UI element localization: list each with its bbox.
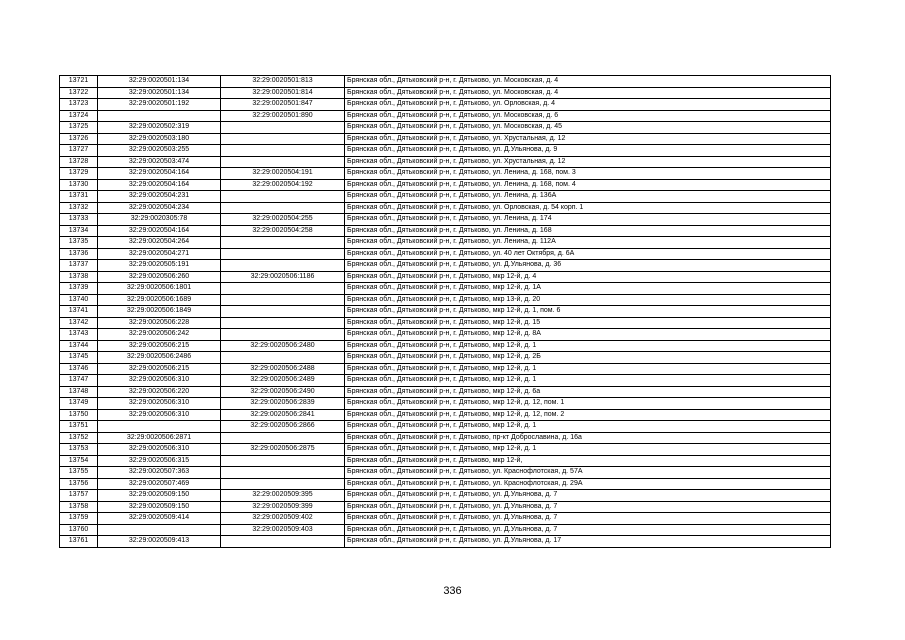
parent-cadastral-number-cell: 32:29:0020506:2486 xyxy=(98,352,221,364)
row-number-cell: 13731 xyxy=(60,191,98,203)
row-number-cell: 13723 xyxy=(60,99,98,111)
parent-cadastral-number-cell: 32:29:0020509:150 xyxy=(98,490,221,502)
table-row xyxy=(60,409,831,421)
address-cell: Брянская обл., Дятьковский р-н, г. Дятьково, ул. Ленина, д. 168, пом. 4 xyxy=(345,179,831,191)
table-row xyxy=(60,76,831,88)
table-row xyxy=(60,398,831,410)
cadastral-number-cell: 32:29:0020504:192 xyxy=(221,179,345,191)
table-row xyxy=(60,455,831,467)
cadastral-number-cell xyxy=(221,260,345,272)
address-cell: Брянская обл., Дятьковский р-н, г. Дятьково, мкр 12-й, д. 1 xyxy=(345,421,831,433)
parent-cadastral-number-cell xyxy=(98,421,221,433)
cadastral-number-cell xyxy=(221,133,345,145)
address-cell: Брянская обл., Дятьковский р-н, г. Дятьково, ул. Ленина, д. 136А xyxy=(345,191,831,203)
parent-cadastral-number-cell: 32:29:0020506:220 xyxy=(98,386,221,398)
parent-cadastral-number-cell: 32:29:0020506:242 xyxy=(98,329,221,341)
row-number-cell: 13734 xyxy=(60,225,98,237)
cadastral-number-cell: 32:29:0020506:2875 xyxy=(221,444,345,456)
cadastral-number-cell: 32:29:0020501:847 xyxy=(221,99,345,111)
address-cell: Брянская обл., Дятьковский р-н, г. Дятьково, мкр 12-й, д. 1 xyxy=(345,444,831,456)
table-row xyxy=(60,237,831,249)
parent-cadastral-number-cell: 32:29:0020503:474 xyxy=(98,156,221,168)
parent-cadastral-number-cell: 32:29:0020501:192 xyxy=(98,99,221,111)
cadastral-number-cell: 32:29:0020506:2866 xyxy=(221,421,345,433)
parent-cadastral-number-cell: 32:29:0020509:150 xyxy=(98,501,221,513)
row-number-cell: 13727 xyxy=(60,145,98,157)
table-row xyxy=(60,306,831,318)
address-cell: Брянская обл., Дятьковский р-н, г. Дятьково, ул. Д.Ульянова, д. 7 xyxy=(345,501,831,513)
row-number-cell: 13754 xyxy=(60,455,98,467)
cadastral-number-cell xyxy=(221,317,345,329)
table-row xyxy=(60,168,831,180)
parent-cadastral-number-cell: 32:29:0020507:363 xyxy=(98,467,221,479)
table-row xyxy=(60,536,831,548)
row-number-cell: 13733 xyxy=(60,214,98,226)
row-number-cell: 13745 xyxy=(60,352,98,364)
address-cell: Брянская обл., Дятьковский р-н, г. Дятьково, мкр 12-й, д. 6а xyxy=(345,386,831,398)
row-number-cell: 13761 xyxy=(60,536,98,548)
cadastral-number-cell xyxy=(221,294,345,306)
table-row xyxy=(60,490,831,502)
table-row xyxy=(60,260,831,272)
row-number-cell: 13725 xyxy=(60,122,98,134)
table-row xyxy=(60,87,831,99)
table-row xyxy=(60,214,831,226)
table-row xyxy=(60,467,831,479)
address-cell: Брянская обл., Дятьковский р-н, г. Дятьково, мкр 12-й, д. 12, пом. 2 xyxy=(345,409,831,421)
address-cell: Брянская обл., Дятьковский р-н, г. Дятьково, ул. Хрустальная, д. 12 xyxy=(345,156,831,168)
table-row xyxy=(60,432,831,444)
parent-cadastral-number-cell: 32:29:0020506:215 xyxy=(98,340,221,352)
cadastral-number-cell xyxy=(221,145,345,157)
cadastral-number-cell: 32:29:0020506:2489 xyxy=(221,375,345,387)
parent-cadastral-number-cell: 32:29:0020509:413 xyxy=(98,536,221,548)
cadastral-number-cell: 32:29:0020504:191 xyxy=(221,168,345,180)
table-row xyxy=(60,202,831,214)
address-cell: Брянская обл., Дятьковский р-н, г. Дятьково, ул. Ленина, д. 168 xyxy=(345,225,831,237)
row-number-cell: 13755 xyxy=(60,467,98,479)
row-number-cell: 13746 xyxy=(60,363,98,375)
cadastral-number-cell: 32:29:0020501:814 xyxy=(221,87,345,99)
parent-cadastral-number-cell: 32:29:0020506:260 xyxy=(98,271,221,283)
address-cell: Брянская обл., Дятьковский р-н, г. Дятьково, ул. Ленина, д. 174 xyxy=(345,214,831,226)
address-cell: Брянская обл., Дятьковский р-н, г. Дятьково, мкр 12-й, д. 1 xyxy=(345,375,831,387)
table-row xyxy=(60,156,831,168)
address-cell: Брянская обл., Дятьковский р-н, г. Дятьково, ул. Ленина, д. 168, пом. 3 xyxy=(345,168,831,180)
cadastral-number-cell xyxy=(221,283,345,295)
address-cell: Брянская обл., Дятьковский р-н, г. Дятьково, мкр 12-й, д. 1 xyxy=(345,363,831,375)
parent-cadastral-number-cell: 32:29:0020503:180 xyxy=(98,133,221,145)
cadastral-number-cell: 32:29:0020504:255 xyxy=(221,214,345,226)
cadastral-number-cell xyxy=(221,352,345,364)
table-row xyxy=(60,329,831,341)
row-number-cell: 13744 xyxy=(60,340,98,352)
table-row xyxy=(60,283,831,295)
row-number-cell: 13724 xyxy=(60,110,98,122)
address-cell: Брянская обл., Дятьковский р-н, г. Дятьково, ул. Ленина, д. 112А xyxy=(345,237,831,249)
table-row xyxy=(60,110,831,122)
table-row xyxy=(60,145,831,157)
parent-cadastral-number-cell xyxy=(98,110,221,122)
address-cell: Брянская обл., Дятьковский р-н, г. Дятьково, мкр 12-й, д. 4 xyxy=(345,271,831,283)
parent-cadastral-number-cell: 32:29:0020504:264 xyxy=(98,237,221,249)
property-registry-table xyxy=(59,75,831,548)
row-number-cell: 13729 xyxy=(60,168,98,180)
address-cell: Брянская обл., Дятьковский р-н, г. Дятьково, ул. 40 лет Октября, д. 6А xyxy=(345,248,831,260)
parent-cadastral-number-cell: 32:29:0020506:310 xyxy=(98,409,221,421)
table-row xyxy=(60,294,831,306)
cadastral-number-cell xyxy=(221,536,345,548)
row-number-cell: 13749 xyxy=(60,398,98,410)
table-row xyxy=(60,248,831,260)
cadastral-number-cell: 32:29:0020506:2841 xyxy=(221,409,345,421)
row-number-cell: 13758 xyxy=(60,501,98,513)
cadastral-number-cell: 32:29:0020509:395 xyxy=(221,490,345,502)
address-cell: Брянская обл., Дятьковский р-н, г. Дятьково, ул. Д.Ульянова, д. 7 xyxy=(345,490,831,502)
address-cell: Брянская обл., Дятьковский р-н, г. Дятьково, мкр 12-й, д. 2Б xyxy=(345,352,831,364)
row-number-cell: 13736 xyxy=(60,248,98,260)
address-cell: Брянская обл., Дятьковский р-н, г. Дятьково, мкр 13-й, д. 20 xyxy=(345,294,831,306)
parent-cadastral-number-cell xyxy=(98,524,221,536)
row-number-cell: 13751 xyxy=(60,421,98,433)
table-row xyxy=(60,271,831,283)
cadastral-number-cell: 32:29:0020504:258 xyxy=(221,225,345,237)
row-number-cell: 13750 xyxy=(60,409,98,421)
row-number-cell: 13730 xyxy=(60,179,98,191)
row-number-cell: 13739 xyxy=(60,283,98,295)
table-row xyxy=(60,501,831,513)
parent-cadastral-number-cell: 32:29:0020506:310 xyxy=(98,375,221,387)
parent-cadastral-number-cell: 32:29:0020504:271 xyxy=(98,248,221,260)
table-row xyxy=(60,99,831,111)
address-cell: Брянская обл., Дятьковский р-н, г. Дятьково, мкр 12-й, д. 1, пом. 6 xyxy=(345,306,831,318)
row-number-cell: 13759 xyxy=(60,513,98,525)
address-cell: Брянская обл., Дятьковский р-н, г. Дятьково, мкр 12-й, xyxy=(345,455,831,467)
address-cell: Брянская обл., Дятьковский р-н, г. Дятьково, мкр 12-й, д. 1А xyxy=(345,283,831,295)
address-cell: Брянская обл., Дятьковский р-н, г. Дятьково, ул. Д.Ульянова, д. 7 xyxy=(345,513,831,525)
parent-cadastral-number-cell: 32:29:0020506:228 xyxy=(98,317,221,329)
table-row xyxy=(60,191,831,203)
cadastral-number-cell: 32:29:0020506:2839 xyxy=(221,398,345,410)
parent-cadastral-number-cell: 32:29:0020305:78 xyxy=(98,214,221,226)
cadastral-number-cell xyxy=(221,306,345,318)
parent-cadastral-number-cell: 32:29:0020504:164 xyxy=(98,168,221,180)
cadastral-number-cell: 32:29:0020501:813 xyxy=(221,76,345,88)
parent-cadastral-number-cell: 32:29:0020505:191 xyxy=(98,260,221,272)
table-row xyxy=(60,363,831,375)
cadastral-number-cell xyxy=(221,202,345,214)
row-number-cell: 13726 xyxy=(60,133,98,145)
row-number-cell: 13740 xyxy=(60,294,98,306)
cadastral-number-cell: 32:29:0020501:890 xyxy=(221,110,345,122)
address-cell: Брянская обл., Дятьковский р-н, г. Дятьково, мкр 12-й, д. 1 xyxy=(345,340,831,352)
table-row xyxy=(60,122,831,134)
row-number-cell: 13741 xyxy=(60,306,98,318)
cadastral-number-cell xyxy=(221,191,345,203)
parent-cadastral-number-cell: 32:29:0020504:234 xyxy=(98,202,221,214)
address-cell: Брянская обл., Дятьковский р-н, г. Дятьково, ул. Московская, д. 4 xyxy=(345,76,831,88)
row-number-cell: 13747 xyxy=(60,375,98,387)
address-cell: Брянская обл., Дятьковский р-н, г. Дятьково, мкр 12-й, д. 8А xyxy=(345,329,831,341)
row-number-cell: 13760 xyxy=(60,524,98,536)
address-cell: Брянская обл., Дятьковский р-н, г. Дятьково, ул. Московская, д. 6 xyxy=(345,110,831,122)
cadastral-number-cell xyxy=(221,156,345,168)
cadastral-number-cell xyxy=(221,455,345,467)
row-number-cell: 13737 xyxy=(60,260,98,272)
table-row xyxy=(60,375,831,387)
registry-table-body xyxy=(60,76,831,548)
address-cell: Брянская обл., Дятьковский р-н, г. Дятьково, ул. Д.Ульянова, д. 9 xyxy=(345,145,831,157)
address-cell: Брянская обл., Дятьковский р-н, г. Дятьково, ул. Орловская, д. 54 корп. 1 xyxy=(345,202,831,214)
table-row xyxy=(60,179,831,191)
table-row xyxy=(60,133,831,145)
parent-cadastral-number-cell: 32:29:0020506:1689 xyxy=(98,294,221,306)
cadastral-number-cell xyxy=(221,432,345,444)
address-cell: Брянская обл., Дятьковский р-н, г. Дятьково, ул. Московская, д. 45 xyxy=(345,122,831,134)
parent-cadastral-number-cell: 32:29:0020506:1849 xyxy=(98,306,221,318)
cadastral-number-cell: 32:29:0020509:399 xyxy=(221,501,345,513)
parent-cadastral-number-cell: 32:29:0020506:2871 xyxy=(98,432,221,444)
cadastral-number-cell xyxy=(221,329,345,341)
address-cell: Брянская обл., Дятьковский р-н, г. Дятьково, ул. Д.Ульянова, д. 7 xyxy=(345,524,831,536)
address-cell: Брянская обл., Дятьковский р-н, г. Дятьково, ул. Д.Ульянова, д. 17 xyxy=(345,536,831,548)
address-cell: Брянская обл., Дятьковский р-н, г. Дятьково, ул. Орловская, д. 4 xyxy=(345,99,831,111)
parent-cadastral-number-cell: 32:29:0020504:164 xyxy=(98,179,221,191)
parent-cadastral-number-cell: 32:29:0020504:164 xyxy=(98,225,221,237)
parent-cadastral-number-cell: 32:29:0020501:134 xyxy=(98,76,221,88)
parent-cadastral-number-cell: 32:29:0020506:310 xyxy=(98,444,221,456)
row-number-cell: 13748 xyxy=(60,386,98,398)
cadastral-number-cell xyxy=(221,122,345,134)
row-number-cell: 13753 xyxy=(60,444,98,456)
row-number-cell: 13732 xyxy=(60,202,98,214)
row-number-cell: 13743 xyxy=(60,329,98,341)
row-number-cell: 13721 xyxy=(60,76,98,88)
parent-cadastral-number-cell: 32:29:0020507:469 xyxy=(98,478,221,490)
row-number-cell: 13728 xyxy=(60,156,98,168)
row-number-cell: 13722 xyxy=(60,87,98,99)
cadastral-number-cell xyxy=(221,467,345,479)
cadastral-number-cell: 32:29:0020506:2490 xyxy=(221,386,345,398)
row-number-cell: 13742 xyxy=(60,317,98,329)
address-cell: Брянская обл., Дятьковский р-н, г. Дятьково, ул. Краснофлотская, д. 57А xyxy=(345,467,831,479)
table-row xyxy=(60,478,831,490)
parent-cadastral-number-cell: 32:29:0020506:215 xyxy=(98,363,221,375)
address-cell: Брянская обл., Дятьковский р-н, г. Дятьково, ул. Московская, д. 4 xyxy=(345,87,831,99)
table-row xyxy=(60,317,831,329)
cadastral-number-cell xyxy=(221,248,345,260)
table-row xyxy=(60,340,831,352)
cadastral-number-cell: 32:29:0020509:402 xyxy=(221,513,345,525)
address-cell: Брянская обл., Дятьковский р-н, г. Дятьково, ул. Д.Ульянова, д. 36 xyxy=(345,260,831,272)
row-number-cell: 13738 xyxy=(60,271,98,283)
parent-cadastral-number-cell: 32:29:0020503:255 xyxy=(98,145,221,157)
address-cell: Брянская обл., Дятьковский р-н, г. Дятьково, мкр 12-й, д. 12, пом. 1 xyxy=(345,398,831,410)
cadastral-number-cell xyxy=(221,237,345,249)
parent-cadastral-number-cell: 32:29:0020501:134 xyxy=(98,87,221,99)
cadastral-number-cell: 32:29:0020506:1186 xyxy=(221,271,345,283)
table-row xyxy=(60,386,831,398)
address-cell: Брянская обл., Дятьковский р-н, г. Дятьково, пр-кт Доброславина, д. 16а xyxy=(345,432,831,444)
row-number-cell: 13752 xyxy=(60,432,98,444)
table-row xyxy=(60,513,831,525)
address-cell: Брянская обл., Дятьковский р-н, г. Дятьково, ул. Краснофлотская, д. 29А xyxy=(345,478,831,490)
parent-cadastral-number-cell: 32:29:0020504:231 xyxy=(98,191,221,203)
parent-cadastral-number-cell: 32:29:0020502:319 xyxy=(98,122,221,134)
table-row xyxy=(60,524,831,536)
cadastral-number-cell xyxy=(221,478,345,490)
table-row xyxy=(60,352,831,364)
cadastral-number-cell: 32:29:0020506:2488 xyxy=(221,363,345,375)
row-number-cell: 13757 xyxy=(60,490,98,502)
parent-cadastral-number-cell: 32:29:0020506:310 xyxy=(98,398,221,410)
address-cell: Брянская обл., Дятьковский р-н, г. Дятьково, мкр 12-й, д. 15 xyxy=(345,317,831,329)
parent-cadastral-number-cell: 32:29:0020506:315 xyxy=(98,455,221,467)
cadastral-number-cell: 32:29:0020506:2480 xyxy=(221,340,345,352)
row-number-cell: 13735 xyxy=(60,237,98,249)
table-row xyxy=(60,225,831,237)
parent-cadastral-number-cell: 32:29:0020506:1801 xyxy=(98,283,221,295)
cadastral-number-cell: 32:29:0020509:403 xyxy=(221,524,345,536)
parent-cadastral-number-cell: 32:29:0020509:414 xyxy=(98,513,221,525)
row-number-cell: 13756 xyxy=(60,478,98,490)
address-cell: Брянская обл., Дятьковский р-н, г. Дятьково, ул. Хрустальная, д. 12 xyxy=(345,133,831,145)
table-row xyxy=(60,421,831,433)
table-row xyxy=(60,444,831,456)
page-number: 336 xyxy=(443,585,462,597)
